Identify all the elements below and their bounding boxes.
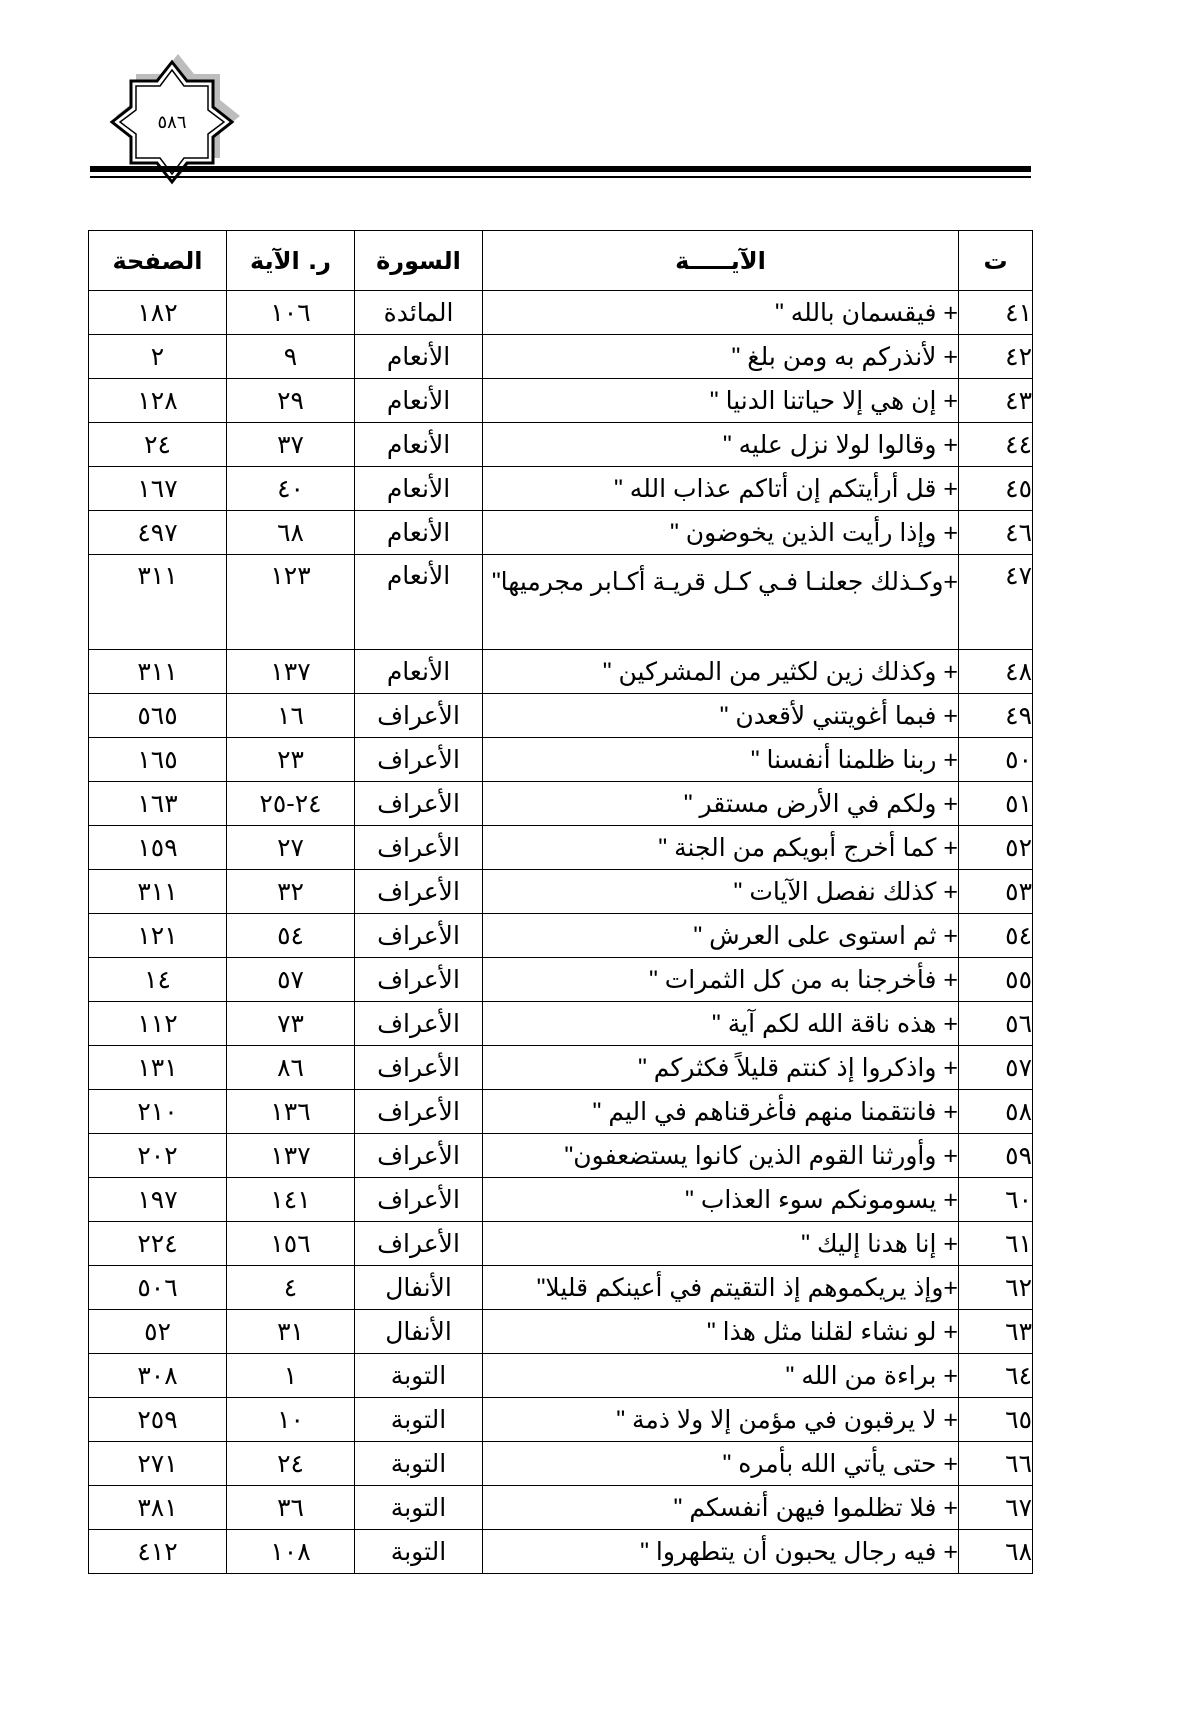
- ayah-number: ٢٣: [227, 738, 355, 782]
- verse-text: + فانتقمنا منهم فأغرقناهم في اليم ": [483, 1090, 959, 1134]
- table-row: [89, 1178, 1033, 1222]
- row-number: ٥٥: [959, 958, 1033, 1002]
- header-rule-thin: [90, 176, 1031, 178]
- verse-text: + وقالوا لولا نزل عليه ": [483, 423, 959, 467]
- ayah-number: ١٠٦: [227, 291, 355, 335]
- page-ref: ٢٧١: [89, 1442, 227, 1486]
- row-number: ٦٤: [959, 1354, 1033, 1398]
- ayah-number: ٧٣: [227, 1002, 355, 1046]
- page-ref: ١٥٩: [89, 826, 227, 870]
- surah-name: الأعراف: [355, 782, 483, 826]
- table-row: [89, 555, 1033, 650]
- ayah-number: ١٥٦: [227, 1222, 355, 1266]
- surah-name: المائدة: [355, 291, 483, 335]
- table-row: [89, 1398, 1033, 1442]
- verse-text: + فيقسمان بالله ": [483, 291, 959, 335]
- row-number: ٥٢: [959, 826, 1033, 870]
- row-number: ٦٥: [959, 1398, 1033, 1442]
- table-row: [89, 870, 1033, 914]
- page-ref: ١٨٢: [89, 291, 227, 335]
- row-number: ٥٦: [959, 1002, 1033, 1046]
- header-ayah: ر. الآية: [227, 231, 355, 291]
- verse-text: + حتى يأتي الله بأمره ": [483, 1442, 959, 1486]
- table-row: [89, 335, 1033, 379]
- ayah-number: ٢٤-٢٥: [227, 782, 355, 826]
- table-row: [89, 1310, 1033, 1354]
- page-ref: ١١٢: [89, 1002, 227, 1046]
- table-row: [89, 650, 1033, 694]
- table-row: [89, 291, 1033, 335]
- row-number: ٥٣: [959, 870, 1033, 914]
- table-row: [89, 914, 1033, 958]
- ayah-number: ١٣٧: [227, 650, 355, 694]
- ayah-number: ١٠: [227, 1398, 355, 1442]
- verse-index-table: [88, 230, 1033, 1574]
- header-num: ت: [959, 231, 1033, 291]
- ayah-number: ٢٩: [227, 379, 355, 423]
- verse-text: + كذلك نفصل الآيات ": [483, 870, 959, 914]
- page-ref: ٣٨١: [89, 1486, 227, 1530]
- surah-name: الأعراف: [355, 870, 483, 914]
- row-number: ٤٩: [959, 694, 1033, 738]
- ayah-number: ١: [227, 1354, 355, 1398]
- surah-name: الأنفال: [355, 1266, 483, 1310]
- row-number: ٦١: [959, 1222, 1033, 1266]
- row-number: ٥٧: [959, 1046, 1033, 1090]
- verse-text: + كما أخرج أبويكم من الجنة ": [483, 826, 959, 870]
- surah-name: الأعراف: [355, 1178, 483, 1222]
- verse-text: + لأنذركم به ومن بلغ ": [483, 335, 959, 379]
- table-row: [89, 1222, 1033, 1266]
- surah-name: الأعراف: [355, 1002, 483, 1046]
- table-row: [89, 379, 1033, 423]
- header-rule-thick: [90, 166, 1031, 172]
- verse-text: + براءة من الله ": [483, 1354, 959, 1398]
- row-number: ٥٨: [959, 1090, 1033, 1134]
- surah-name: الأعراف: [355, 1222, 483, 1266]
- page-ref: ٣٠٨: [89, 1354, 227, 1398]
- surah-name: الأنعام: [355, 467, 483, 511]
- ayah-number: ٩: [227, 335, 355, 379]
- row-number: ٥١: [959, 782, 1033, 826]
- row-number: ٦٧: [959, 1486, 1033, 1530]
- table-row: [89, 511, 1033, 555]
- row-number: ٤٣: [959, 379, 1033, 423]
- row-number: ٤١: [959, 291, 1033, 335]
- table-row: [89, 467, 1033, 511]
- page-ref: ٢١٠: [89, 1090, 227, 1134]
- header-verse: الآيـــــة: [483, 231, 959, 291]
- table-row: [89, 1134, 1033, 1178]
- table-row: [89, 738, 1033, 782]
- row-number: ٥٠: [959, 738, 1033, 782]
- verse-text: + هذه ناقة الله لكم آية ": [483, 1002, 959, 1046]
- ayah-number: ١٠٨: [227, 1530, 355, 1574]
- verse-text: + ولكم في الأرض مستقر ": [483, 782, 959, 826]
- ayah-number: ٢٧: [227, 826, 355, 870]
- ayah-number: ١٦: [227, 694, 355, 738]
- verse-text: + فيه رجال يحبون أن يتطهروا ": [483, 1530, 959, 1574]
- page-ref: ٣١١: [89, 555, 227, 650]
- surah-name: التوبة: [355, 1486, 483, 1530]
- row-number: ٤٧: [959, 555, 1033, 650]
- row-number: ٤٢: [959, 335, 1033, 379]
- page-ref: ٢: [89, 335, 227, 379]
- page-ref: ١٩٧: [89, 1178, 227, 1222]
- page-ref: ١٦٧: [89, 467, 227, 511]
- surah-name: الأنعام: [355, 379, 483, 423]
- page-ref: ٢٠٢: [89, 1134, 227, 1178]
- surah-name: التوبة: [355, 1442, 483, 1486]
- page-ref: ٥٦٥: [89, 694, 227, 738]
- page-ref: ٥٢: [89, 1310, 227, 1354]
- table-row: [89, 1530, 1033, 1574]
- row-number: ٦٢: [959, 1266, 1033, 1310]
- verse-text: + وكذلك زين لكثير من المشركين ": [483, 650, 959, 694]
- row-number: ٦٨: [959, 1530, 1033, 1574]
- table-row: [89, 1266, 1033, 1310]
- row-number: ٤٥: [959, 467, 1033, 511]
- page-ref: ٣١١: [89, 650, 227, 694]
- page-ref: ٣١١: [89, 870, 227, 914]
- table-row: [89, 423, 1033, 467]
- page-ref: ١٦٥: [89, 738, 227, 782]
- ayah-number: ٤: [227, 1266, 355, 1310]
- row-number: ٥٤: [959, 914, 1033, 958]
- verse-text: +وكـذلك جعلنـا فـي كـل قريـة أكـابر مجرميها": [483, 555, 959, 650]
- row-number: ٤٦: [959, 511, 1033, 555]
- page-number: ٥٨٦: [157, 111, 187, 133]
- verse-text: + إن هي إلا حياتنا الدنيا ": [483, 379, 959, 423]
- surah-name: الأنعام: [355, 423, 483, 467]
- surah-name: الأنعام: [355, 335, 483, 379]
- verse-text: +وإذ يريكموهم إذ التقيتم في أعينكم قليلا": [483, 1266, 959, 1310]
- table-row: [89, 1486, 1033, 1530]
- header-surah: السورة: [355, 231, 483, 291]
- surah-name: الأعراف: [355, 694, 483, 738]
- surah-name: التوبة: [355, 1530, 483, 1574]
- ayah-number: ٥٧: [227, 958, 355, 1002]
- surah-name: التوبة: [355, 1398, 483, 1442]
- verse-text: + فلا تظلموا فيهن أنفسكم ": [483, 1486, 959, 1530]
- verse-text: + ثم استوى على العرش ": [483, 914, 959, 958]
- verse-text: + ربنا ظلمنا أنفسنا ": [483, 738, 959, 782]
- ayah-number: ٤٠: [227, 467, 355, 511]
- ayah-number: ١٣٦: [227, 1090, 355, 1134]
- ayah-number: ٥٤: [227, 914, 355, 958]
- verse-text: + وأورثنا القوم الذين كانوا يستضعفون": [483, 1134, 959, 1178]
- verse-text: + فأخرجنا به من كل الثمرات ": [483, 958, 959, 1002]
- surah-name: الأنعام: [355, 555, 483, 650]
- table-row: [89, 1002, 1033, 1046]
- row-number: ٤٤: [959, 423, 1033, 467]
- page-ref: ١٦٣: [89, 782, 227, 826]
- verse-text: + قل أرأيتكم إن أتاكم عذاب الله ": [483, 467, 959, 511]
- surah-name: الأعراف: [355, 914, 483, 958]
- verse-text: + وإذا رأيت الذين يخوضون ": [483, 511, 959, 555]
- page-ref: ١٢٨: [89, 379, 227, 423]
- surah-name: التوبة: [355, 1354, 483, 1398]
- table-row: [89, 826, 1033, 870]
- verse-text: + لو نشاء لقلنا مثل هذا ": [483, 1310, 959, 1354]
- verse-text: + إنا هدنا إليك ": [483, 1222, 959, 1266]
- table-row: [89, 958, 1033, 1002]
- surah-name: الأعراف: [355, 1134, 483, 1178]
- surah-name: الأنفال: [355, 1310, 483, 1354]
- surah-name: الأعراف: [355, 826, 483, 870]
- surah-name: الأعراف: [355, 1046, 483, 1090]
- page-ref: ٢٤: [89, 423, 227, 467]
- ayah-number: ٨٦: [227, 1046, 355, 1090]
- ayah-number: ١٤١: [227, 1178, 355, 1222]
- page-ref: ١٤: [89, 958, 227, 1002]
- verse-text: + يسومونكم سوء العذاب ": [483, 1178, 959, 1222]
- page-ref: ٢٢٤: [89, 1222, 227, 1266]
- ayah-number: ٣٢: [227, 870, 355, 914]
- page-ref: ١٢١: [89, 914, 227, 958]
- page-ref: ٤٩٧: [89, 511, 227, 555]
- table-row: [89, 1442, 1033, 1486]
- ayah-number: ٣٦: [227, 1486, 355, 1530]
- table-header-row: [89, 231, 1033, 291]
- ayah-number: ١٣٧: [227, 1134, 355, 1178]
- surah-name: الأنعام: [355, 511, 483, 555]
- row-number: ٦٣: [959, 1310, 1033, 1354]
- ayah-number: ٣٧: [227, 423, 355, 467]
- verse-text: + فبما أغويتني لأقعدن ": [483, 694, 959, 738]
- ayah-number: ٦٨: [227, 511, 355, 555]
- row-number: ٤٨: [959, 650, 1033, 694]
- table-row: [89, 694, 1033, 738]
- row-number: ٥٩: [959, 1134, 1033, 1178]
- verse-text: + واذكروا إذ كنتم قليلاً فكثركم ": [483, 1046, 959, 1090]
- surah-name: الأنعام: [355, 650, 483, 694]
- page-ref: ٥٠٦: [89, 1266, 227, 1310]
- table-row: [89, 1354, 1033, 1398]
- surah-name: الأعراف: [355, 738, 483, 782]
- ayah-number: ٣١: [227, 1310, 355, 1354]
- surah-name: الأعراف: [355, 1090, 483, 1134]
- surah-name: الأعراف: [355, 958, 483, 1002]
- page-ref: ٤١٢: [89, 1530, 227, 1574]
- table-row: [89, 1046, 1033, 1090]
- verse-text: + لا يرقبون في مؤمن إلا ولا ذمة ": [483, 1398, 959, 1442]
- ayah-number: ٢٤: [227, 1442, 355, 1486]
- header-page: الصفحة: [89, 231, 227, 291]
- row-number: ٦٠: [959, 1178, 1033, 1222]
- table-body: [89, 291, 1033, 1574]
- ayah-number: ١٢٣: [227, 555, 355, 650]
- page-ref: ١٣١: [89, 1046, 227, 1090]
- page-ref: ٢٥٩: [89, 1398, 227, 1442]
- table-row: [89, 1090, 1033, 1134]
- table-row: [89, 782, 1033, 826]
- row-number: ٦٦: [959, 1442, 1033, 1486]
